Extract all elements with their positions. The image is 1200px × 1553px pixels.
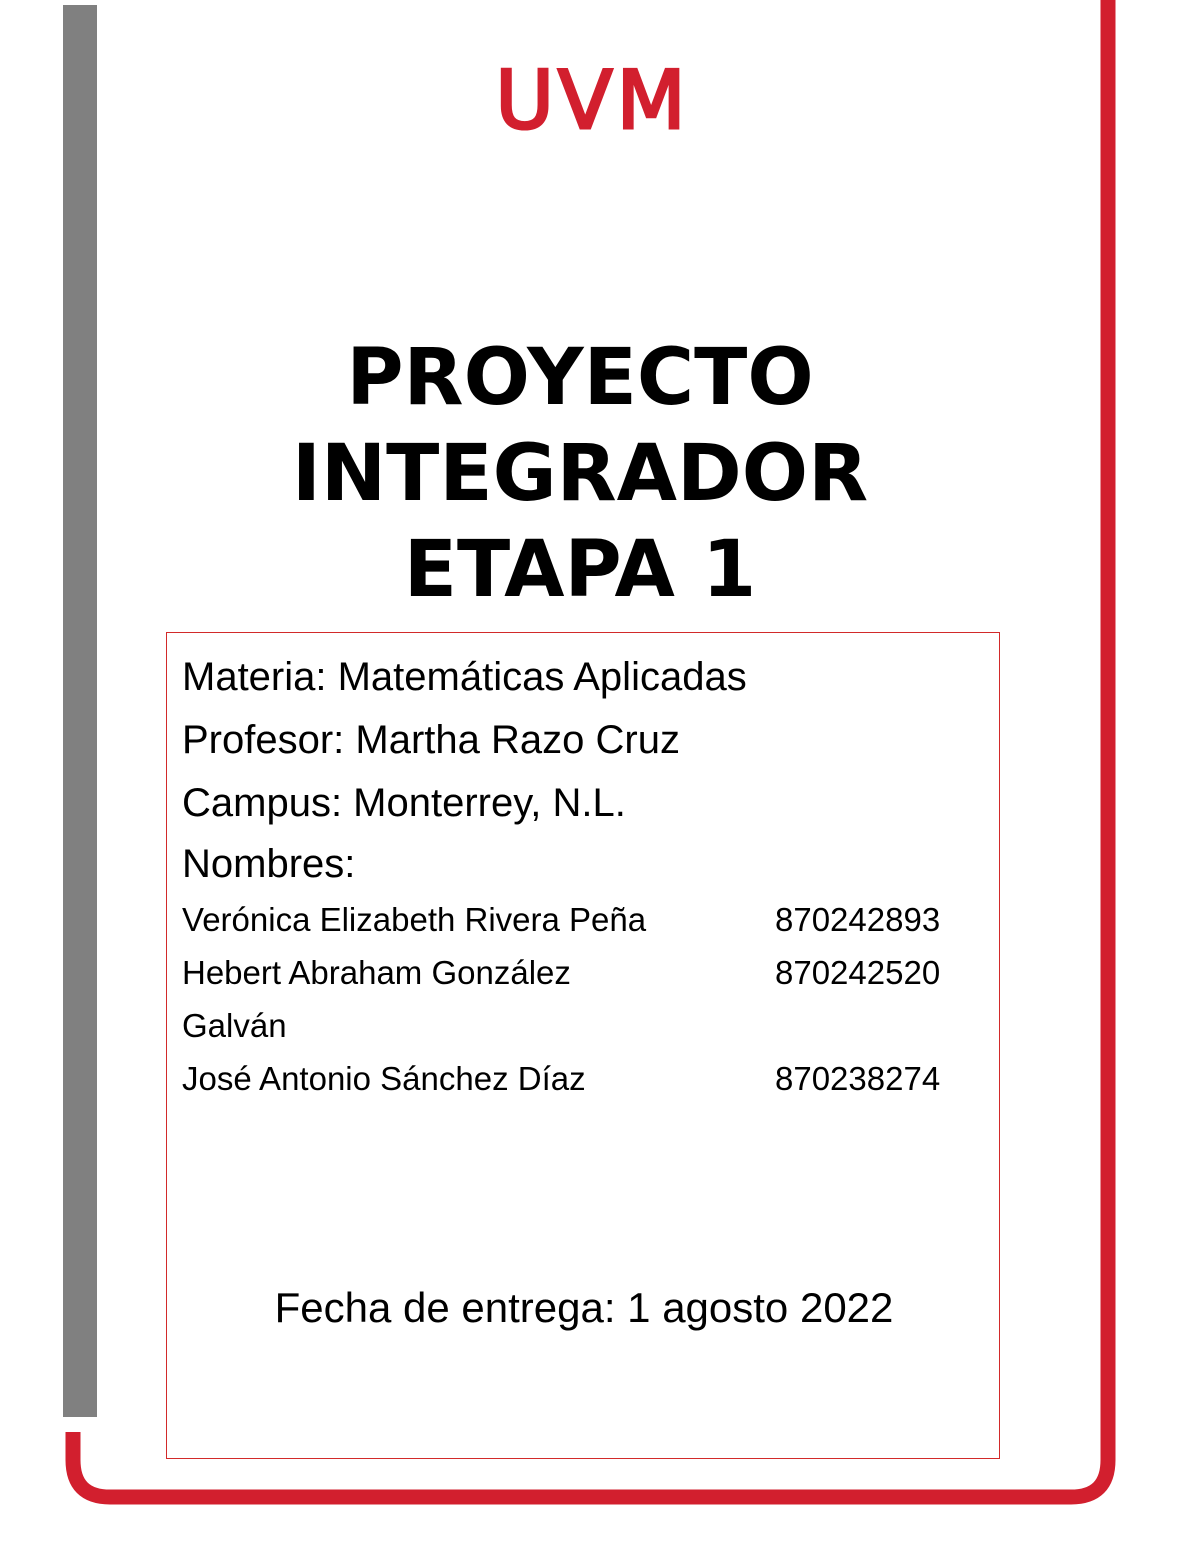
profesor-line: Profesor: Martha Razo Cruz (182, 718, 680, 762)
campus-line: Campus: Monterrey, N.L. (182, 781, 626, 825)
student-id: 870242520 (775, 954, 941, 991)
title-line-1: PROYECTO (346, 333, 814, 423)
student-name: Hebert Abraham González Galván (182, 954, 571, 1044)
delivery-date: Fecha de entrega: 1 agosto 2022 (274, 1284, 894, 1331)
document-title (180, 330, 980, 618)
title-line-3: ETAPA 1 (403, 525, 757, 615)
uvm-logo: UVM (495, 54, 690, 147)
student-name: Verónica Elizabeth Rivera Peña (182, 901, 647, 938)
student-name: José Antonio Sánchez Díaz (182, 1060, 586, 1097)
materia-line: Materia: Matemáticas Aplicadas (182, 655, 747, 699)
info-box (166, 632, 1000, 1459)
student-id: 870242893 (775, 901, 941, 938)
title-line-2: INTEGRADOR (291, 429, 869, 519)
nombres-label: Nombres: (182, 842, 356, 886)
student-id: 870238274 (775, 1060, 941, 1097)
